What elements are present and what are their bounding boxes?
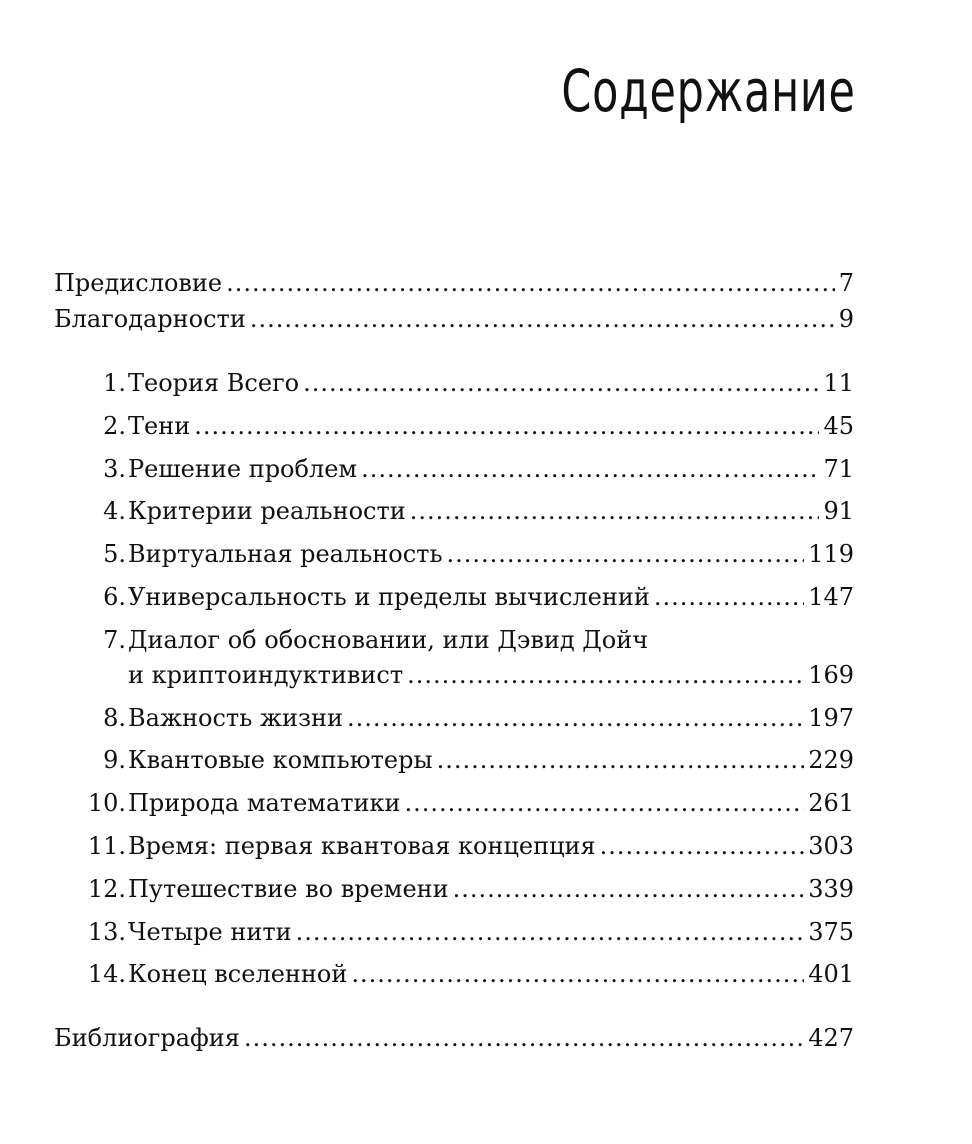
chapter-number: 12. — [87, 875, 126, 903]
toc-entry-label: Время: первая квантовая концепция — [128, 832, 596, 860]
toc-entry-label: Библиография — [54, 1024, 240, 1052]
page-title: Содержание — [561, 57, 856, 125]
toc-chapter-4[interactable] — [78, 496, 854, 526]
chapter-number: 3. — [103, 455, 126, 483]
toc-entry-page: 169 — [808, 661, 854, 689]
dot-leader — [361, 454, 819, 484]
toc-chapter-13[interactable] — [78, 917, 854, 947]
dot-leader — [226, 268, 835, 298]
toc-entry-label: Решение проблем — [128, 455, 358, 483]
toc-entry-page: 261 — [808, 789, 854, 817]
toc-entry-label: Теория Всего — [128, 369, 300, 397]
toc-entry-label: Предисловие — [54, 269, 223, 297]
toc-entry-bibliography[interactable] — [54, 1023, 854, 1053]
toc-entry-page: 71 — [823, 455, 854, 483]
toc-entry-page: 45 — [823, 412, 854, 440]
toc-chapter-6[interactable] — [78, 582, 854, 612]
toc-chapter-7[interactable] — [78, 660, 854, 690]
dot-leader — [600, 831, 805, 861]
toc-entry-label: Путешествие во времени — [128, 875, 449, 903]
toc-chapter-3[interactable] — [78, 454, 854, 484]
toc-chapter-9[interactable] — [78, 745, 854, 775]
toc-chapter-11[interactable] — [78, 831, 854, 861]
dot-leader — [410, 496, 820, 526]
dot-leader — [407, 660, 804, 690]
toc-entry-label-line1[interactable]: Диалог об обосновании, или Дэвид Дойч — [128, 626, 649, 654]
toc-entry-label: Важность жизни — [128, 704, 344, 732]
toc-entry-page: 229 — [808, 746, 854, 774]
chapter-number: 9. — [103, 746, 126, 774]
toc-entry-page: 147 — [808, 583, 854, 611]
toc-entry-label: Природа математики — [128, 789, 401, 817]
dot-leader — [296, 917, 805, 947]
chapter-number: 4. — [103, 497, 126, 525]
chapter-number: 7. — [103, 626, 126, 654]
toc-entry-page: 7 — [838, 269, 854, 297]
toc-chapter-2[interactable] — [78, 411, 854, 441]
chapter-number: 14. — [87, 960, 126, 988]
toc-entry-page: 339 — [808, 875, 854, 903]
dot-leader — [250, 304, 835, 334]
chapter-number: 13. — [87, 918, 126, 946]
chapter-number: 2. — [103, 412, 126, 440]
dot-leader — [351, 959, 804, 989]
dot-leader — [654, 582, 804, 612]
dot-leader — [303, 368, 819, 398]
toc-entry-page: 427 — [808, 1024, 854, 1052]
toc-chapter-8[interactable] — [78, 703, 854, 733]
toc-entry-page: 401 — [808, 960, 854, 988]
toc-entry-label: Четыре нити — [128, 918, 292, 946]
chapter-number: 6. — [103, 583, 126, 611]
toc-entry-acknowledgements[interactable] — [54, 304, 854, 334]
toc-entry-page: 9 — [838, 305, 854, 333]
chapter-number: 10. — [87, 789, 126, 817]
dot-leader — [347, 703, 804, 733]
toc-entry-page: 303 — [808, 832, 854, 860]
toc-entry-label: и криптоиндуктивист — [128, 661, 404, 689]
toc-entry-label: Квантовые компьютеры — [128, 746, 433, 774]
dot-leader — [194, 411, 819, 441]
toc-entry-page: 197 — [808, 704, 854, 732]
toc-entry-label: Виртуальная реальность — [128, 540, 443, 568]
toc-entry-preface[interactable] — [54, 268, 854, 298]
chapter-number: 8. — [103, 704, 126, 732]
toc-entry-label: Критерии реальности — [128, 497, 406, 525]
chapter-number: 5. — [103, 540, 126, 568]
toc-chapter-10[interactable] — [78, 788, 854, 818]
toc-chapter-12[interactable] — [78, 874, 854, 904]
chapter-number: 1. — [103, 369, 126, 397]
toc-entry-label: Тени — [128, 412, 191, 440]
dot-leader — [453, 874, 805, 904]
toc-entry-page: 11 — [823, 369, 854, 397]
chapter-number: 11. — [87, 832, 126, 860]
toc-entry-page: 119 — [808, 540, 854, 568]
dot-leader — [437, 745, 805, 775]
toc-entry-page: 91 — [823, 497, 854, 525]
toc-entry-label: Благодарности — [54, 305, 246, 333]
toc-entry-label: Универсальность и пределы вычислений — [128, 583, 650, 611]
toc-entry-page: 375 — [808, 918, 854, 946]
toc-chapter-1[interactable] — [78, 368, 854, 398]
toc-chapter-14[interactable] — [78, 959, 854, 989]
dot-leader — [244, 1023, 804, 1053]
toc-entry-label: Конец вселенной — [128, 960, 348, 988]
dot-leader — [405, 788, 805, 818]
dot-leader — [447, 539, 805, 569]
toc-chapter-5[interactable] — [78, 539, 854, 569]
